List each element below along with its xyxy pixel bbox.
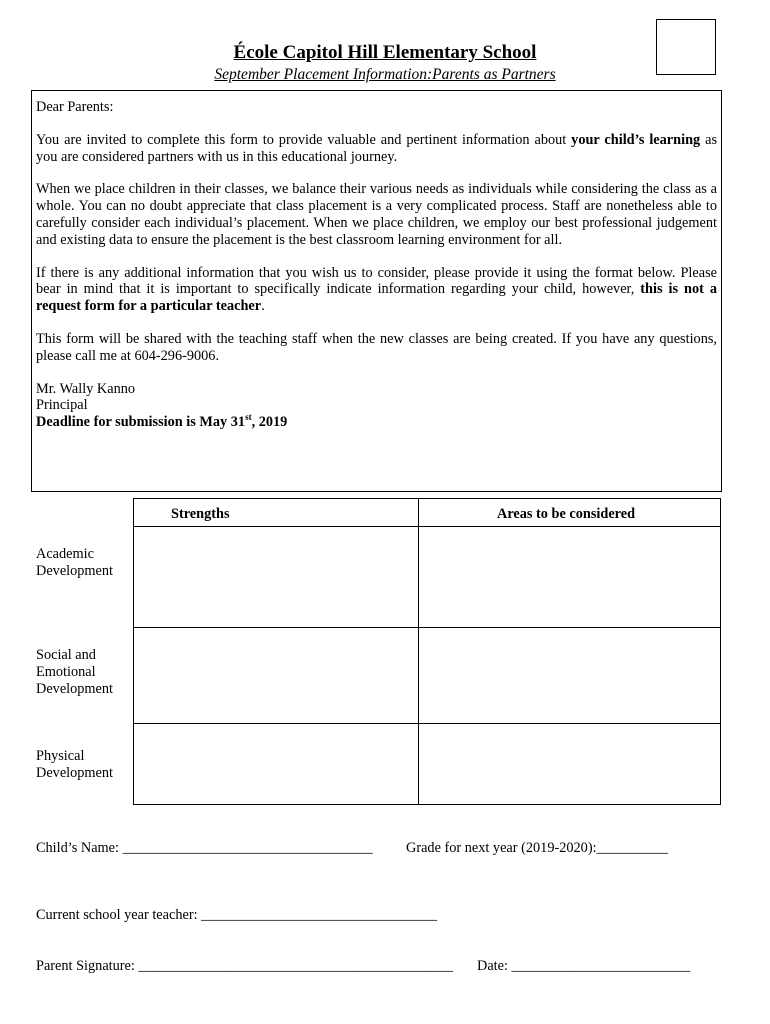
deadline — [36, 414, 717, 431]
paragraph-placement: When we place children in their classes, we balance their various needs as individuals while considering the class as a whole. You can no doubt appreciate that class placement is a very complicated process. Staff are nonetheless able to carefully consider each individual’s placement. When we place children, we employ our best professional judgement and existing data to ensure the placement is the best classroom learning environment for all. — [36, 181, 717, 248]
p3-bold: this is not a request form for a particular teacher — [36, 281, 717, 315]
social-strengths-cell[interactable] — [134, 629, 417, 722]
column-header-strengths: Strengths — [171, 506, 230, 522]
physical-strengths-cell[interactable] — [134, 725, 417, 803]
page-title: École Capitol Hill Elementary School — [233, 42, 537, 63]
greeting: Dear Parents: — [36, 99, 114, 115]
current-teacher-field[interactable]: Current school year teacher: _________________________________ — [36, 907, 438, 923]
page-subtitle: September Placement Information:Parents as Partners — [214, 66, 556, 83]
academic-areas-cell[interactable] — [419, 528, 719, 626]
signer-title: Principal — [36, 397, 88, 414]
p1-bold: your child’s learning — [571, 131, 701, 148]
paragraph-contact: This form will be shared with the teaching staff when the new classes are being created. If you have any questions, please call me at 604-296-9006. — [36, 330, 717, 364]
deadline-year: , 2019 — [251, 414, 288, 431]
row-label-social-emotional: Social and Emotional Development — [36, 647, 114, 697]
grade-field[interactable]: Grade for next year (2019-2020):__________ — [406, 840, 669, 856]
row-label-academic: Academic Development — [36, 546, 114, 579]
paragraph-invitation — [36, 132, 717, 166]
parent-signature-field[interactable]: Parent Signature: ____________________________________________ — [36, 958, 453, 974]
deadline-sup: st — [245, 412, 252, 423]
column-header-areas: Areas to be considered — [497, 506, 636, 522]
academic-strengths-cell[interactable] — [134, 528, 417, 626]
table-header-line — [133, 526, 720, 527]
p1-text: You are invited to complete this form to provide valuable and pertinent information about — [36, 131, 572, 148]
social-areas-cell[interactable] — [419, 629, 719, 722]
p3-text: If there is any additional information that you wish us to consider, please provide it using the format below. Please bear in mind that it is important to specifically indicate information regarding your child, however, — [36, 264, 717, 298]
row-label-physical: Physical Development — [36, 748, 114, 781]
table-row-divider-1 — [133, 627, 720, 628]
physical-areas-cell[interactable] — [419, 725, 719, 803]
paragraph-additional-info — [36, 265, 717, 315]
table-row-divider-2 — [133, 723, 720, 724]
p3-text-end: . — [261, 298, 265, 315]
signer-name: Mr. Wally Kanno — [36, 380, 136, 397]
letter-body — [36, 99, 717, 431]
date-field[interactable]: Date: _________________________ — [477, 958, 691, 974]
child-name-field[interactable]: Child’s Name: ___________________________________ — [36, 840, 373, 856]
deadline-text: Deadline for submission is May 31 — [36, 414, 246, 431]
p1-text-end: as you are considered partners with us in this educational journey. — [36, 131, 718, 165]
